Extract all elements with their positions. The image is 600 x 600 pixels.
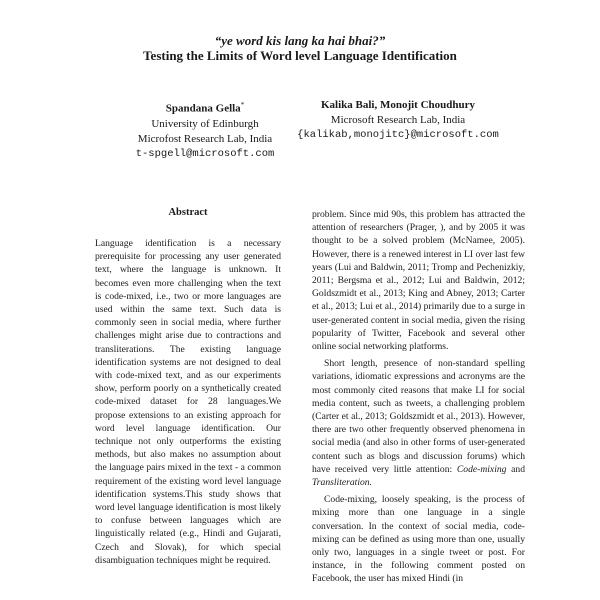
paper-title: Testing the Limits of Word level Language Identification (143, 48, 457, 63)
body-paragraph-1: problem. Since mid 90s, this problem has attracted the attention of researchers (Prager, ), and by 2005 it was thought to be a solved problem (McNamee, 2005). However, there is a renewed interest in LI over last few years (Lui and Baldwin, 2011; Tromp and Pechenizkiy, 2011; Bergsma et al., 2012; Lui and Baldwin, 2012; Goldszmidt et al., 2013; King and Abney, 2013; Carter et al., 2013; Lui et al., 2014) primarily due to a surge in user-generated content in social media, given the rising popularity of Twitter, Facebook and several other online social networking platforms. (312, 209, 525, 353)
author-email: {kalikab,monojitc}@microsoft.com (297, 129, 499, 141)
author-name: Spandana Gella* (165, 101, 245, 115)
abstract-heading: Abstract (168, 207, 208, 218)
body-paragraph-2: Short length, presence of non-standard spelling variations, idiomatic expressions and acronyms are the most commonly cited reasons that make LI for social media content, such as tweets, a challenging problem (Carter et al., 2013; Goldszmidt et al., 2013). However, there are two other frequently observed phenomena in social media (and also in other forms of user-generated content such as blogs and discussion forums) which have received very little attention: Code-mixing and Transliteration. (312, 358, 525, 489)
author-affiliation: Microfost Research Lab, India (137, 132, 273, 145)
author-affiliation: University of Edinburgh (151, 117, 259, 130)
abstract-column (95, 237, 281, 567)
body-column-right (312, 208, 525, 586)
author-footnote-mark: * (240, 101, 245, 109)
body-paragraph-3: Code-mixing, loosely speaking, is the process of mixing more than one language in a single conversation. In the context of social media, code-mixing can be defined as using more than one, usually only two, languages in a single tweet or post. For instance, in the following comment posted on Facebook, the user has mixed Hindi (in (312, 494, 525, 585)
author-email: t-spgell@microsoft.com (135, 147, 275, 160)
paper-title-quote: “ye word kis lang ka hai bhai?” (214, 33, 386, 48)
author-block-1 (110, 98, 300, 162)
author-affiliation: Microsoft Research Lab, India (330, 114, 466, 126)
abstract-text: Language identification is a necessary prerequisite for processing any user generated text, where the language is unknown. It becomes even more challenging when the text is code-mixed, i.e., two or more languages are used within the same text. Such data is commonly seen in social media, where further challenges might arise due to contractions and transliterations. The existing language identification systems are not designed to deal with code-mixed text, and as our experiments show, perform poorly on a synthetically created code-mixed dataset for 28 languages.We propose extensions to an existing approach for word level language identification. Our technique not only outperforms the existing methods, but also makes no assumption about the language pairs mixed in the text - a common requirement of the existing word level language identification systems.This study shows that word level language identification is most likely to confuse between languages which are linguistically related (e.g., Hindi and Gujarati, Czech and Slovak), for which special disambiguation techniques might be required. (95, 238, 281, 566)
author-name: Kalika Bali, Monojit Choudhury (320, 99, 476, 111)
author-block-2 (288, 98, 508, 143)
